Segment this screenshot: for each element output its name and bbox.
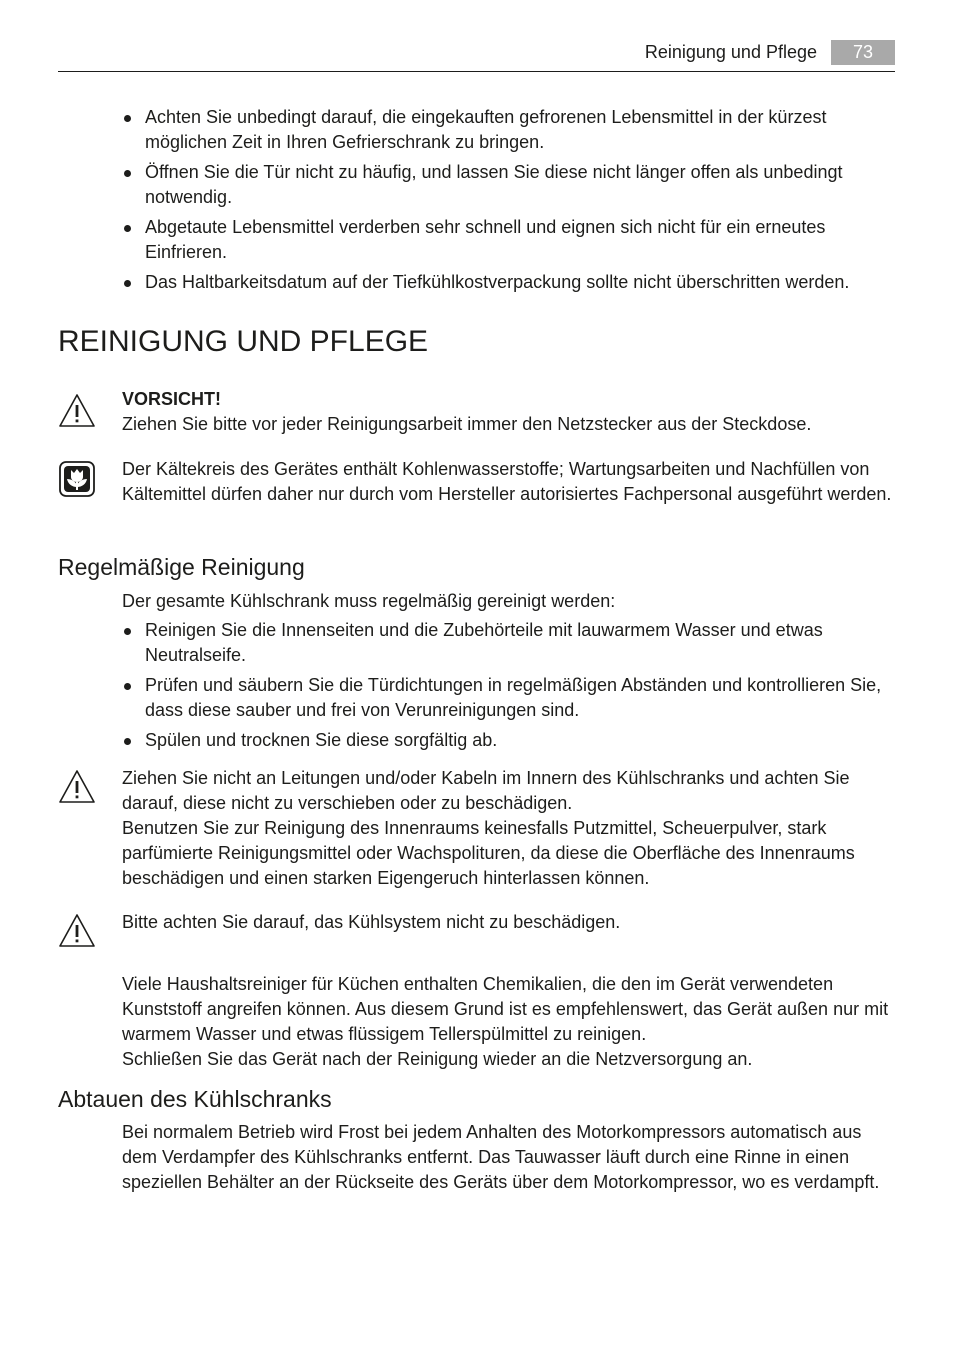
list-item: Achten Sie unbedingt darauf, die eingekauften gefrorenen Lebensmittel in der kürzest möglichen Zeit in Ihren Gefrierschrank zu bringen. xyxy=(122,105,897,155)
environment-note: Der Kältekreis des Gerätes enthält Kohlenwasserstoffe; Wartungsarbeiten und Nachfüllen von Kältemittel dürfen daher nur durch vom Hersteller autorisiertes Fachpersonal ausgeführt werden. xyxy=(122,459,892,504)
regular-cleaning-intro: Der gesamte Kühlschrank muss regelmäßig gereinigt werden: xyxy=(122,591,616,611)
caution-label: VORSICHT! xyxy=(122,389,221,409)
warning-triangle-icon xyxy=(58,912,96,950)
paragraph-text: Viele Haushaltsreiniger für Küchen enthalten Chemikalien, die den im Gerät verwendeten Kunststoff angreifen können. Aus diesem Grund ist es empfehlenswert, das Gerät außen nur mit warmem Wasser und etwas flüssigem Tellerspülmittel zu reinigen. xyxy=(122,974,889,1044)
bullet-icon xyxy=(124,170,131,177)
warning-text: Ziehen Sie nicht an Leitungen und/oder Kabeln im Innern des Kühlschranks und achten Sie darauf, diese nicht zu verschieben oder zu beschädigen. xyxy=(122,768,850,813)
bullet-icon xyxy=(124,738,131,745)
warning-text: Benutzen Sie zur Reinigung des Innenraums keinesfalls Putzmittel, Scheuerpulver, stark parfümierte Reinigungsmittel oder Wachspolituren, da diese die Oberfläche des Innenraums beschädigen und einen starken Eigengeruch hinterlassen können. xyxy=(122,818,855,888)
header-title: Reinigung und Pflege xyxy=(644,42,817,62)
paragraph-text: Schließen Sie das Gerät nach der Reinigung wieder an die Netzversorgung an. xyxy=(122,1049,753,1069)
defrost-text: Bei normalem Betrieb wird Frost bei jedem Anhalten des Motorkompressors automatisch aus dem Verdampfer des Kühlschranks entfernt. Das Tauwasser läuft durch eine Rinne in einen speziellen Behälter an der Rückseite des Geräts über dem Motorkompressor, wo es verdampft. xyxy=(122,1122,880,1192)
caution-text: Ziehen Sie bitte vor jeder Reinigungsarbeit immer den Netzstecker aus der Steckdose. xyxy=(122,414,812,434)
warning-triangle-icon xyxy=(58,768,96,806)
caution-block xyxy=(122,387,897,437)
list-item: Reinigen Sie die Innenseiten und die Zubehörteile mit lauwarmem Wasser und etwas Neutralseife. xyxy=(122,618,897,668)
bullet-icon xyxy=(124,628,131,635)
list-item: Das Haltbarkeitsdatum auf der Tiefkühlkostverpackung sollte nicht überschritten werden. xyxy=(122,270,897,295)
regular-cleaning-title: Regelmäßige Reinigung xyxy=(58,554,305,580)
list-item: Öffnen Sie die Tür nicht zu häufig, und lassen Sie diese nicht länger offen als unbedingt notwendig. xyxy=(122,160,897,210)
page-header xyxy=(58,40,895,72)
warning-triangle-icon xyxy=(58,392,96,430)
section-title: REINIGUNG UND PFLEGE xyxy=(58,325,429,358)
bullet-icon xyxy=(124,683,131,690)
list-item: Abgetaute Lebensmittel verderben sehr schnell und eignen sich nicht für ein erneutes Einfrieren. xyxy=(122,215,897,265)
intro-bullet-list xyxy=(122,105,897,300)
list-item: Prüfen und säubern Sie die Türdichtungen in regelmäßigen Abständen und kontrollieren Sie, dass diese sauber und frei von Verunreinigungen sind. xyxy=(122,673,897,723)
warning-block xyxy=(122,766,897,891)
defrost-title: Abtauen des Kühlschranks xyxy=(58,1086,332,1112)
warning-text: Bitte achten Sie darauf, das Kühlsystem nicht zu beschädigen. xyxy=(122,912,621,932)
cleaning-bullet-list xyxy=(122,618,897,758)
bullet-icon xyxy=(124,115,131,122)
bullet-icon xyxy=(124,280,131,287)
bullet-icon xyxy=(124,225,131,232)
environment-flower-icon xyxy=(58,460,96,498)
list-item: Spülen und trocknen Sie diese sorgfältig ab. xyxy=(122,728,897,753)
cleaning-paragraph xyxy=(122,972,897,1072)
page-number: 73 xyxy=(831,40,895,65)
